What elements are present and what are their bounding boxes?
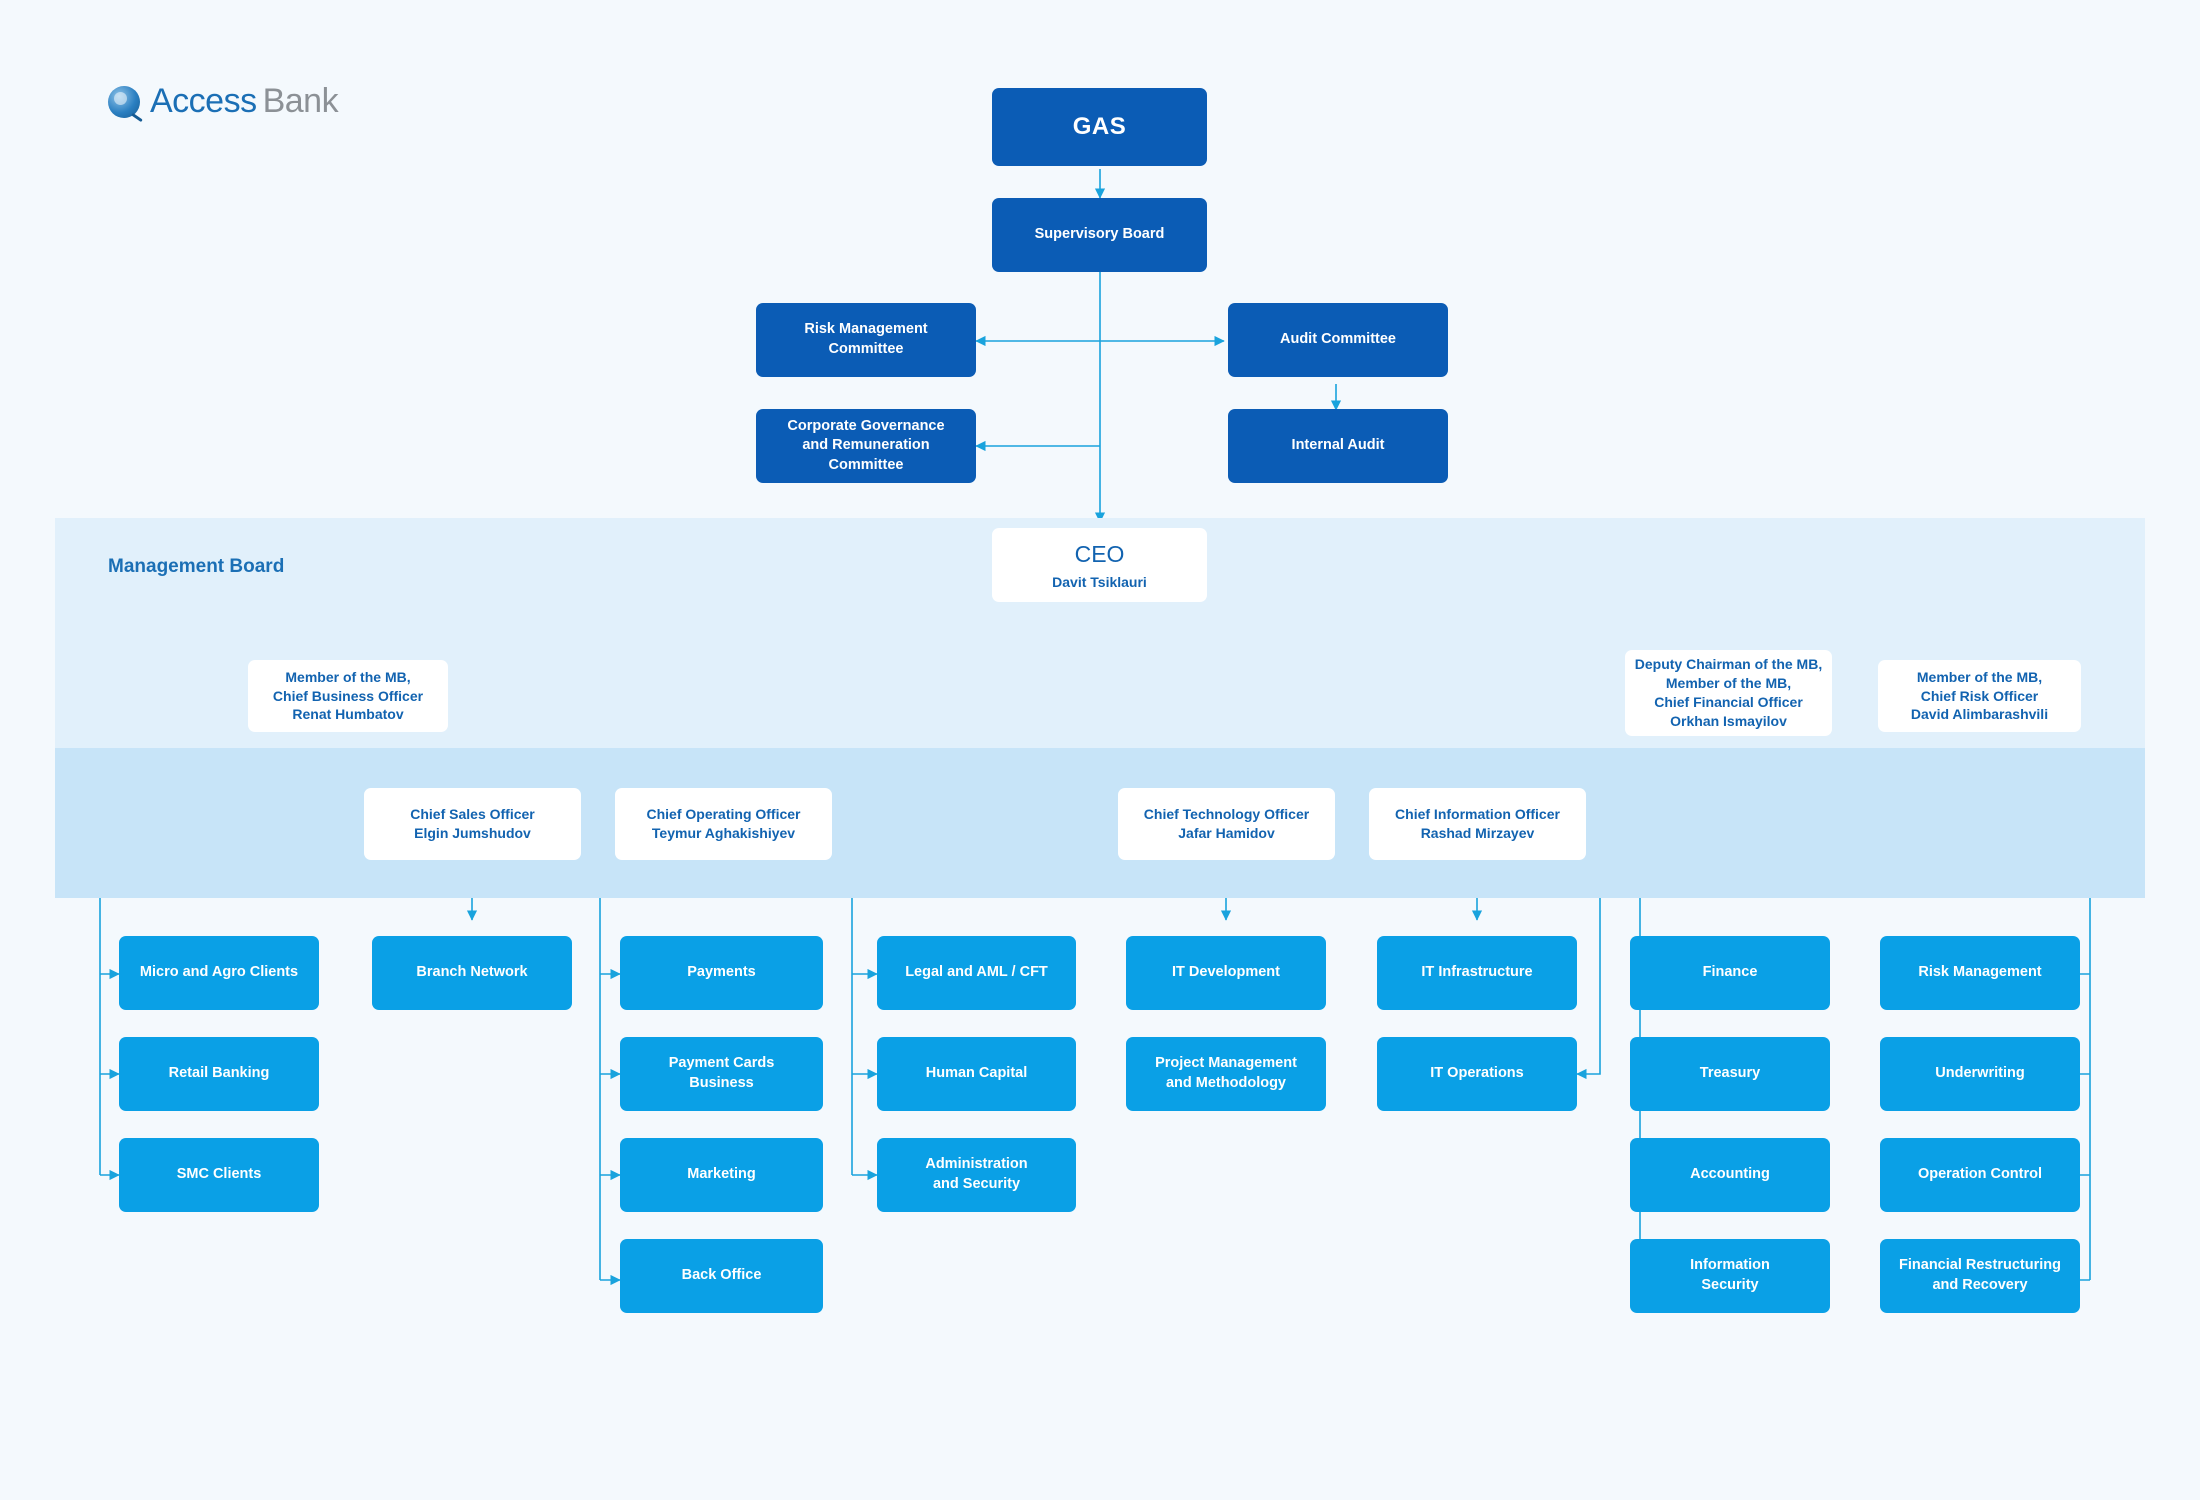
node-unit-back-office[interactable] [620,1239,823,1313]
node-unit-information-security-label: Information Security [1690,1257,1770,1293]
node-unit-administration-security-label: Administration and Security [925,1156,1028,1192]
node-exec-cio-label: Chief Information Officer Rashad Mirzayev [1395,806,1560,841]
node-unit-micro-agro-clients-label: Micro and Agro Clients [139,964,299,981]
node-unit-payments[interactable] [620,936,823,1010]
node-unit-legal-aml-cft[interactable] [877,936,1076,1010]
node-unit-retail-banking[interactable] [119,1037,319,1111]
node-ceo-name: Davit Tsiklauri [1052,573,1147,590]
node-gas-label: GAS [1072,112,1127,140]
node-unit-payments-label: Payments [687,964,756,981]
node-exec-cso[interactable] [364,788,581,860]
node-exec-cbo-label: Member of the MB, Chief Business Officer Renat Humbatov [272,668,424,723]
node-unit-it-operations[interactable] [1377,1037,1577,1111]
node-unit-payment-cards-business-label: Payment Cards Business [668,1055,775,1091]
management-board-label: Management Board [108,556,285,577]
node-unit-branch-network-label: Branch Network [416,964,528,981]
node-unit-retail-banking-label: Retail Banking [168,1065,270,1082]
node-unit-human-capital-label: Human Capital [925,1065,1028,1082]
node-unit-it-development[interactable] [1126,936,1326,1010]
globe-icon [108,86,140,118]
node-unit-smc-clients[interactable] [119,1138,319,1212]
node-ceo-title: CEO [1074,540,1125,567]
node-risk-management-committee-label: Risk Management Committee [804,321,928,357]
node-exec-cro[interactable] [1878,660,2081,732]
accessbank-logo [108,82,338,121]
node-unit-it-development-label: IT Development [1172,964,1280,981]
node-gas[interactable] [992,88,1207,166]
logo-word-bank: Bank [262,82,339,120]
node-unit-project-management-methodology-label: Project Management and Methodology [1155,1055,1297,1091]
node-risk-management-committee[interactable] [756,303,976,377]
node-exec-cfo[interactable] [1625,650,1832,736]
node-exec-cto-label: Chief Technology Officer Jafar Hamidov [1143,806,1310,841]
node-ceo[interactable] [992,528,1207,602]
node-unit-operation-control[interactable] [1880,1138,2080,1212]
node-unit-risk-management-label: Risk Management [1918,964,2042,981]
node-unit-it-operations-label: IT Operations [1430,1065,1524,1082]
node-exec-cfo-label: Deputy Chairman of the MB, Member of the MB, Chief Financial Officer Orkhan Ismayilov [1634,656,1823,729]
node-unit-smc-clients-label: SMC Clients [176,1166,262,1183]
node-exec-cio[interactable] [1369,788,1586,860]
node-unit-finance-label: Finance [1702,964,1758,981]
node-unit-treasury-label: Treasury [1699,1065,1761,1082]
node-unit-financial-restructuring-recovery-label: Financial Restructuring and Recovery [1899,1257,2061,1293]
node-exec-cso-label: Chief Sales Officer Elgin Jumshudov [410,806,535,841]
node-exec-coo-label: Chief Operating Officer Teymur Aghakishiyev [646,806,801,841]
node-unit-legal-aml-cft-label: Legal and AML / CFT [905,964,1048,981]
node-unit-marketing[interactable] [620,1138,823,1212]
node-supervisory-board-label: Supervisory Board [1034,226,1165,243]
logo-word-access: Access [150,82,257,120]
node-corporate-governance-committee[interactable] [756,409,976,483]
node-internal-audit[interactable] [1228,409,1448,483]
node-unit-accounting[interactable] [1630,1138,1830,1212]
node-exec-cto[interactable] [1118,788,1335,860]
node-unit-underwriting[interactable] [1880,1037,2080,1111]
node-unit-branch-network[interactable] [372,936,572,1010]
node-unit-treasury[interactable] [1630,1037,1830,1111]
node-unit-it-infrastructure[interactable] [1377,936,1577,1010]
node-unit-financial-restructuring-recovery[interactable] [1880,1239,2080,1313]
node-unit-accounting-label: Accounting [1690,1166,1770,1183]
node-supervisory-board[interactable] [992,198,1207,272]
node-unit-risk-management[interactable] [1880,936,2080,1010]
node-unit-operation-control-label: Operation Control [1917,1166,2043,1183]
node-unit-payment-cards-business[interactable] [620,1037,823,1111]
node-exec-cbo[interactable] [248,660,448,732]
node-audit-committee[interactable] [1228,303,1448,377]
node-exec-coo[interactable] [615,788,832,860]
node-exec-cro-label: Member of the MB, Chief Risk Officer David Alimbarashvili [1910,668,2049,723]
node-unit-information-security[interactable] [1630,1239,1830,1313]
node-corporate-governance-committee-label: Corporate Governance and Remuneration Committee [787,417,945,473]
node-unit-back-office-label: Back Office [681,1267,762,1284]
node-unit-administration-security[interactable] [877,1138,1076,1212]
node-unit-human-capital[interactable] [877,1037,1076,1111]
node-unit-micro-agro-clients[interactable] [119,936,319,1010]
node-audit-committee-label: Audit Committee [1280,331,1396,348]
node-unit-marketing-label: Marketing [687,1166,756,1183]
node-unit-underwriting-label: Underwriting [1935,1065,2025,1082]
node-internal-audit-label: Internal Audit [1291,437,1385,454]
node-unit-project-management-methodology[interactable] [1126,1037,1326,1111]
node-unit-it-infrastructure-label: IT Infrastructure [1421,964,1533,981]
node-unit-finance[interactable] [1630,936,1830,1010]
